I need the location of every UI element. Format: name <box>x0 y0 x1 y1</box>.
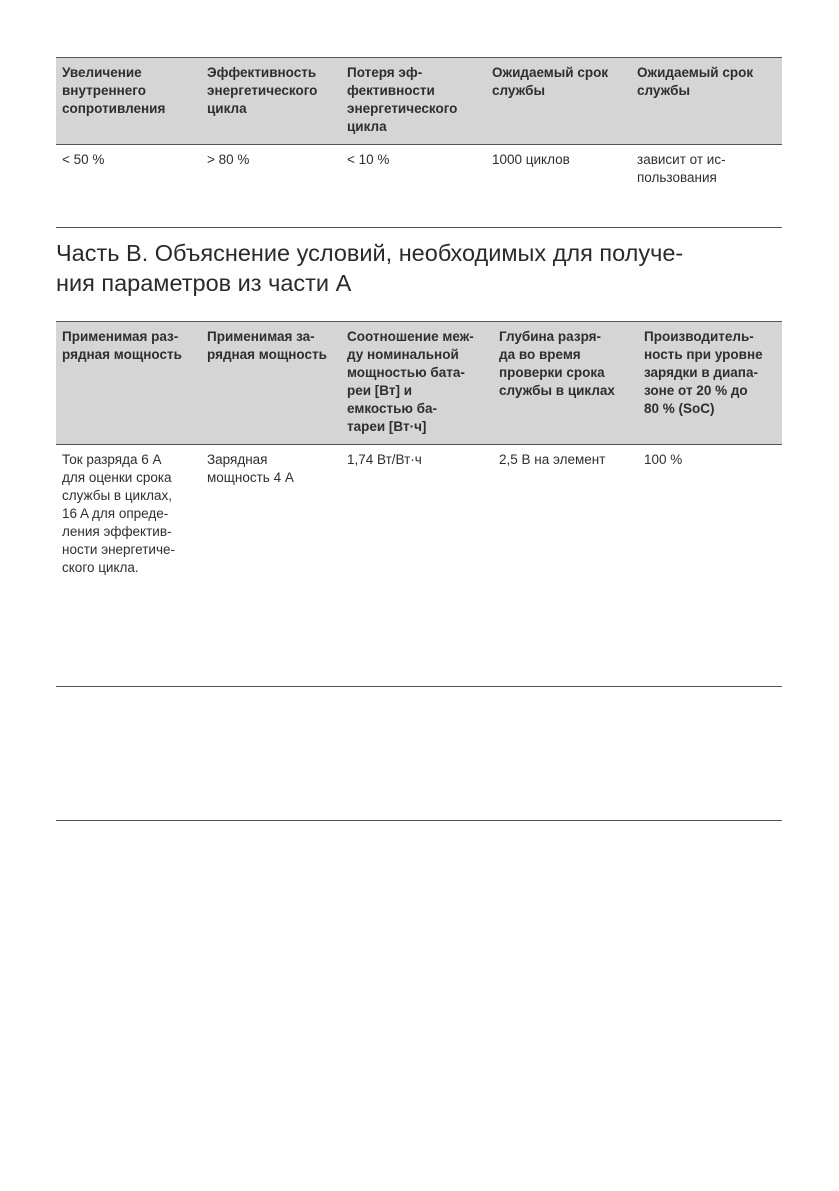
table-b-header-row <box>56 322 782 445</box>
table-a-cell-efficiency-value: > 80 % <box>207 152 250 167</box>
table-row <box>56 145 782 196</box>
table-b-header-power-capacity-ratio: Соотношение меж- ду номинальной мощностью бата- реи [Вт] и емкостью ба- тареи [Вт·ч] <box>341 322 493 445</box>
table-a-header-efficiency-loss: Потеря эф- фективности энергетического цикла <box>341 58 486 145</box>
table-a-cell-cycles-value: 1000 циклов <box>492 152 570 167</box>
table-b-header-depth-of-discharge: Глубина разря- да во время проверки срока службы в циклах <box>493 322 638 445</box>
table-a-header-row <box>56 58 782 145</box>
table-a-header-expected-life-usage: Ожидаемый срок службы <box>631 58 782 145</box>
table-b-header-discharge-power: Применимая раз- рядная мощность <box>56 322 201 445</box>
table-a-header-internal-resistance: Увеличение внутреннего сопротивления <box>56 58 201 145</box>
table-b-cell-ratio-value: 1,74 Вт/Вт·ч <box>347 452 422 467</box>
table-a-cell-loss-value: < 10 % <box>347 152 390 167</box>
table-a-header-expected-life-cycles: Ожидаемый срок службы <box>486 58 631 145</box>
table-b-cell-discharge-current: Ток разряда 6 A для оценки срока службы в циклах, 16 A для опреде- ления эффектив- ности энергетиче- ского цикла. <box>62 452 175 575</box>
table-part-a <box>56 57 782 195</box>
table-b-cell-charge-current: Зарядная мощность 4 A <box>207 452 294 485</box>
table-a-cell-usage-value: зависит от ис- пользования <box>637 152 726 185</box>
table-a-cell-resistance-value: < 50 % <box>62 152 105 167</box>
table-b-cell-performance-value: 100 % <box>644 452 683 467</box>
section-b-heading: Часть B. Объяснение условий, необходимых для получе- ния параметров из части A <box>56 240 684 296</box>
table-b-header-performance-soc: Производитель- ность при уровне зарядки в диапа- зоне от 20 % до 80 % (SoC) <box>638 322 782 445</box>
page-bottom-rule <box>56 820 782 821</box>
table-part-b <box>56 321 782 585</box>
section-divider <box>56 227 782 228</box>
table-row <box>56 445 782 586</box>
table-b-header-charge-power: Применимая за- рядная мощность <box>201 322 341 445</box>
table-b-cell-depth-value: 2,5 В на элемент <box>499 452 606 467</box>
table-b-bottom-rule <box>56 686 782 687</box>
table-a-header-cycle-efficiency: Эффективность энергетического цикла <box>201 58 341 145</box>
